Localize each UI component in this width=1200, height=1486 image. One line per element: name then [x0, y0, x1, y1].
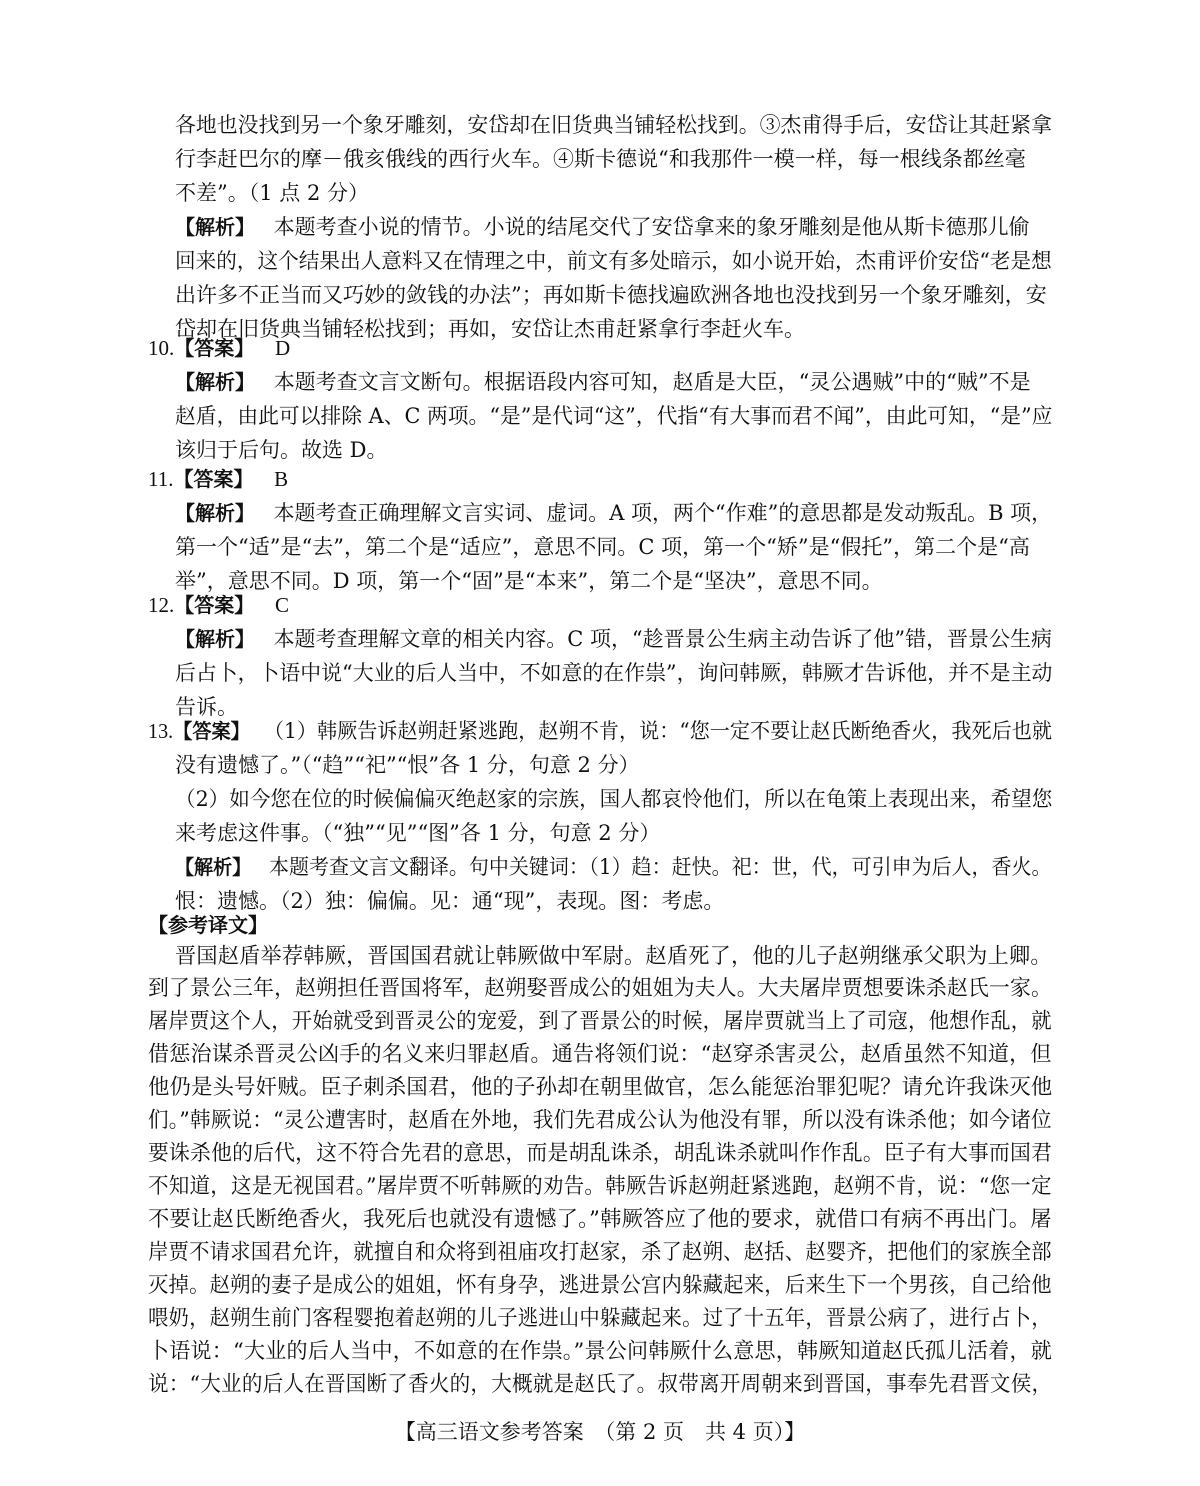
q10-analysis-line-1: 本题考查文言文断句。根据语段内容可知，赵盾是大臣，“灵公遇贼”中的“贼”不是	[273, 370, 1031, 394]
translation-line: 说：“大业的后人在晋国断了香火的，大概就是赵氏了。叔带离开周朝来到晋国，事奉先君晋文侯，	[148, 1372, 1053, 1397]
question-number: 10.	[148, 336, 175, 360]
q12-analysis-line-3: 告诉。	[175, 695, 238, 719]
translation-line: 不知道，这是无视国君。”屠岸贾不听韩厥的劝告。韩厥告诉赵朔赶紧逃跑，赵朔不肯，说：“您一定	[148, 1174, 1052, 1199]
analysis-label: 【解析】	[175, 370, 255, 394]
q11-analysis-line-3: 举”，意思不同。D 项，第一个“固”是“本来”，第二个是“坚决”，意思不同。	[175, 569, 883, 593]
q11-answer-row	[148, 462, 288, 496]
question-number: 13.	[148, 719, 174, 743]
q10-answer-row	[148, 331, 290, 365]
answer-label: 【答案】	[174, 593, 255, 617]
translation-line: 借惩治谋杀晋灵公凶手的名义来归罪赵盾。通告将领们说：“赵穿杀害灵公，赵盾虽然不知道，但	[148, 1042, 1052, 1067]
q9-analysis-line-4: 岱却在旧货典当铺轻松找到；再如，安岱让杰甫赶紧拿行李赶火车。	[175, 317, 805, 341]
page-footer: 【高三语文参考答案 （第 2 页 共 4 页）】	[394, 1420, 806, 1444]
q13-answer-row	[148, 714, 1052, 748]
q10-analysis-line-3: 该归于后句。故选 D。	[175, 438, 388, 462]
q13-analysis-row	[175, 850, 1052, 884]
q12-analysis-row	[175, 622, 1052, 656]
question-number: 12.	[148, 593, 175, 617]
translation-line: 卜语说：“大业的后人当中，不如意的在作祟。”景公问韩厥什么意思，韩厥知道赵氏孤儿活着，就	[148, 1339, 1053, 1364]
analysis-label: 【解析】	[175, 215, 255, 239]
q9-analysis-line-2: 回来的，这个结果出人意料又在情理之中，前文有多处暗示，如小说开始，杰甫评价安岱“老是想	[175, 249, 1052, 273]
q9-analysis-line-1: 本题考查小说的情节。小说的结尾交代了安岱拿来的象牙雕刻是他从斯卡德那儿偷	[273, 215, 1030, 239]
q11-analysis-row	[175, 496, 1052, 530]
q9-answer-line-1: 各地也没找到另一个象牙雕刻，安岱却在旧货典当铺轻松找到。③杰甫得手后，安岱让其赶紧拿	[175, 113, 1052, 137]
translation-heading: 【参考译文】	[148, 913, 268, 937]
q11-analysis-line-2: 第一个“适”是“去”，第二个是“适应”，意思不同。C 项，第一个“矫”是“假托”，第二个是“高	[175, 535, 1030, 559]
translation-line: 们。”韩厥说：“灵公遭害时，赵盾在外地，我们先君成公认为他没有罪，所以没有诛杀他；如今诸位	[148, 1108, 1052, 1133]
q13-answer-line-2: 没有遗憾了。”（“趋”“祀”“恨”各 1 分，句意 2 分）	[175, 753, 640, 777]
analysis-label: 【解析】	[175, 627, 255, 651]
translation-line: 到了景公三年，赵朔担任晋国将军，赵朔娶晋成公的姐姐为夫人。大夫屠岸贾想要诛杀赵氏一家。	[148, 976, 1053, 1001]
q10-answer: D	[274, 336, 291, 360]
analysis-label: 【解析】	[175, 501, 255, 525]
translation-line: 不要让赵氏断绝香火，我死后也就没有遗憾了。”韩厥答应了他的要求，就借口有病不再出门。屠	[148, 1207, 1052, 1232]
translation-line: 晋国赵盾举荐韩厥，晋国国君就让韩厥做中军尉。赵盾死了，他的儿子赵朔继承父职为上卿。	[175, 944, 1052, 969]
q12-analysis-line-1: 本题考查理解文章的相关内容。C 项，“趁晋景公生病主动告诉了他”错，晋景公生病	[273, 627, 1052, 651]
q11-answer: B	[274, 467, 289, 491]
q9-analysis-line-3: 出许多不正当而又巧妙的敛钱的办法”；再如斯卡德找遍欧洲各地也没找到另一个象牙雕刻，安	[175, 283, 1047, 307]
answer-label: 【答案】	[173, 719, 250, 743]
q11-analysis-line-1: 本题考查正确理解文言实词、虚词。A 项，两个“作难”的意思都是发动叛乱。B 项，	[273, 501, 1053, 525]
q12-answer-row	[148, 588, 289, 622]
answer-label: 【答案】	[174, 336, 255, 360]
translation-line: 岸贾不请求国君允许，就擅自和众将到祖庙攻打赵家，杀了赵朔、赵括、赵婴齐，把他们的家族全部	[148, 1240, 1052, 1265]
q13-analysis-line-1: 本题考查文言文翻译。句中关键词：（1）趋：赶快。祀：世，代，可引申为后人，香火。	[268, 855, 1052, 879]
q9-answer-line-2: 行李赶巴尔的摩－俄亥俄线的西行火车。④斯卡德说“和我那件一模一样，每一根线条都丝毫	[175, 147, 1026, 171]
q10-analysis-row	[175, 365, 1031, 399]
translation-line: 要诛杀他的后代，这不符合先君的意思，而是胡乱诛杀，胡乱诛杀就叫作作乱。臣子有大事而国君	[148, 1141, 1053, 1166]
q13-analysis-line-2: 恨：遗憾。（2）独：偏偏。见：通“现”，表现。图：考虑。	[175, 889, 725, 913]
translation-line: 喂奶，赵朔生前门客程婴抱着赵朔的儿子逃进山中躲藏起来。过了十五年，晋景公病了，进行占卜，	[148, 1306, 1052, 1331]
q10-analysis-line-2: 赵盾，由此可以排除 A、C 两项。“是”是代词“这”，代指“有大事而君不闻”，由此可知，“是”应	[175, 404, 1053, 428]
q9-answer-line-3: 不差”。（1 点 2 分）	[175, 181, 369, 205]
translation-line: 屠岸贾这个人，开始就受到晋灵公的宠爱，到了晋景公的时候，屠岸贾就当上了司寇，他想作乱，就	[148, 1009, 1052, 1034]
q13-answer-line-1: （1）韩厥告诉赵朔赶紧逃跑，赵朔不肯，说：“您一定不要让赵氏断绝香火，我死后也就	[263, 719, 1052, 743]
translation-line: 灭掉。赵朔的妻子是成公的姐姐，怀有身孕，逃进景公宫内躲藏起来，后来生下一个男孩，自己给他	[148, 1273, 1052, 1298]
translation-line: 他仍是头号奸贼。臣子刺杀国君，他的子孙却在朝里做官，怎么能惩治罪犯呢？请允许我诛灭他	[148, 1075, 1053, 1100]
analysis-label: 【解析】	[175, 855, 252, 879]
q12-answer: C	[274, 593, 289, 617]
q13-answer-line-3: （2）如今您在位的时候偏偏灭绝赵家的宗族，国人都哀怜他们，所以在龟策上表现出来，希望您	[175, 787, 1053, 811]
answer-label: 【答案】	[173, 467, 254, 491]
q9-analysis-row	[175, 210, 1030, 244]
q13-answer-line-4: 来考虑这件事。（“独”“见”“图”各 1 分，句意 2 分）	[175, 821, 661, 845]
question-number: 11.	[148, 467, 174, 491]
q12-analysis-line-2: 后占卜，卜语中说“大业的后人当中，不如意的在作祟”，询问韩厥，韩厥才告诉他，并不是主动	[175, 661, 1053, 685]
